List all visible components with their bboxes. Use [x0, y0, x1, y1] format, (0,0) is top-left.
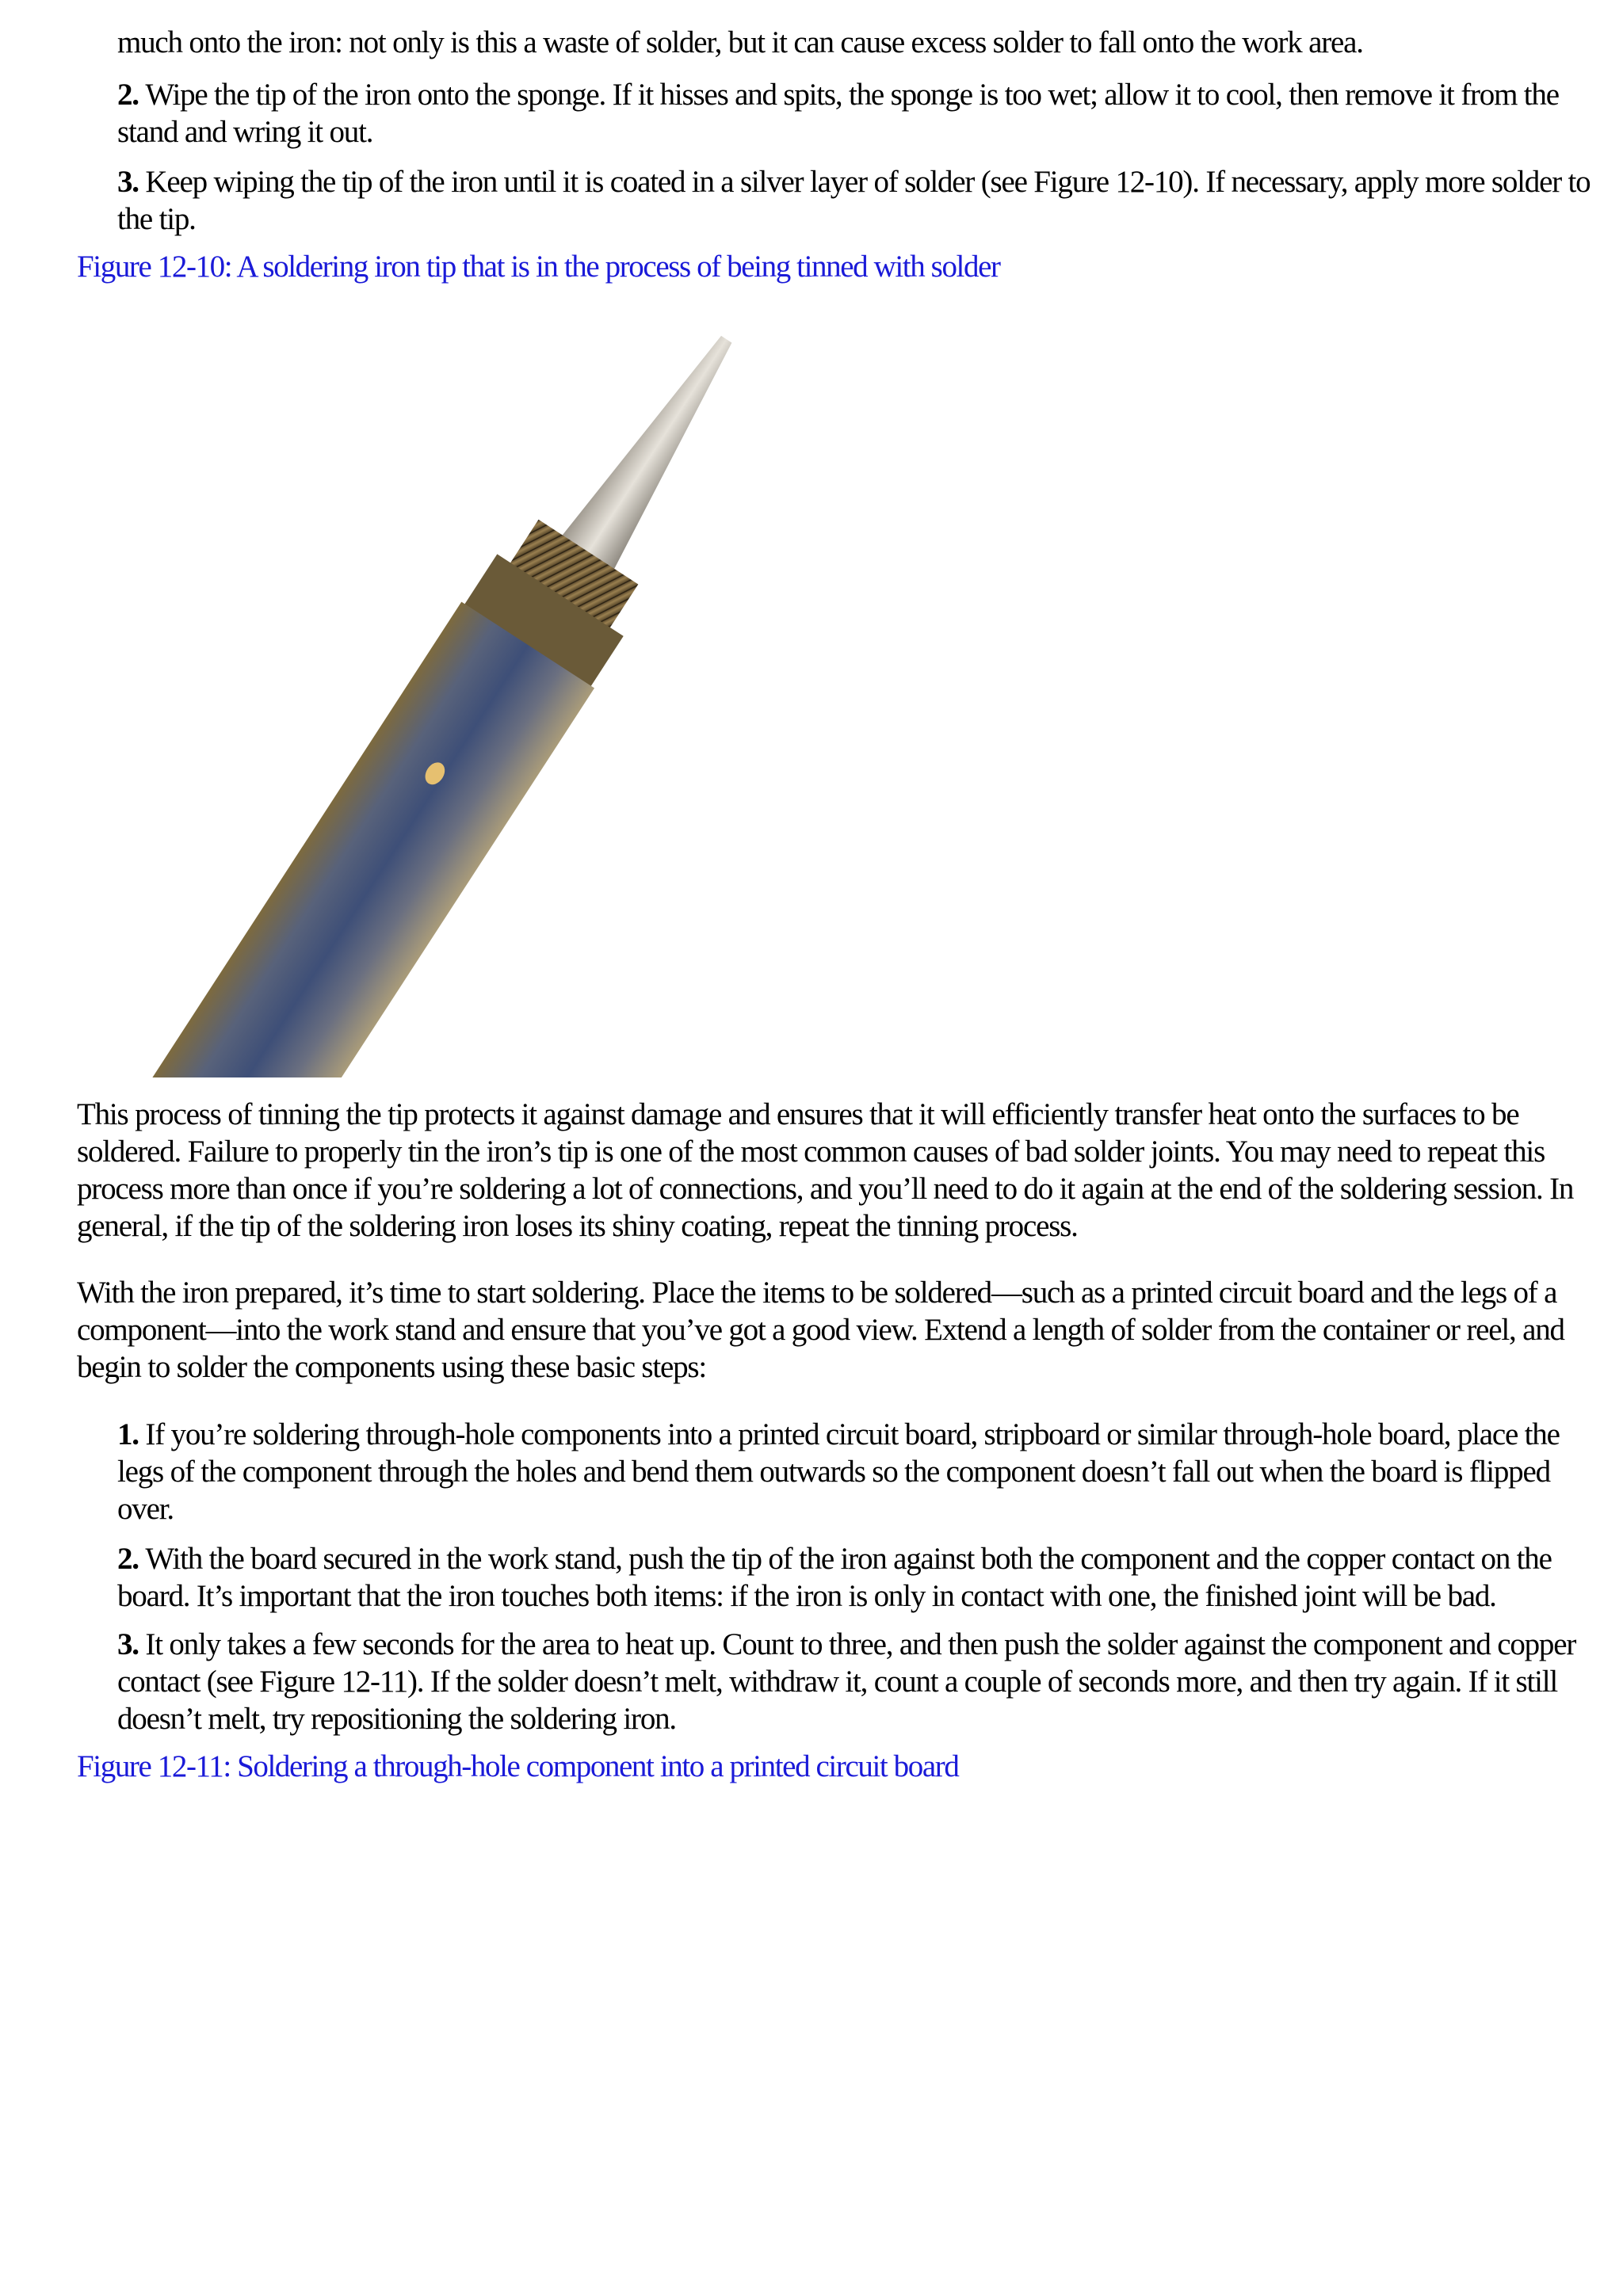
figure-caption: Figure 12-10: A soldering iron tip that is in the process of being tinned with solder	[77, 250, 1000, 284]
step-item	[117, 1626, 1591, 1737]
step-item	[117, 76, 1591, 151]
step-number: 2.	[117, 1542, 146, 1576]
step-item	[117, 1540, 1591, 1615]
step-number: 2.	[117, 78, 146, 112]
step-number: 3.	[117, 165, 146, 199]
step-text: It only takes a few seconds for the area to heat up. Count to three, and then push the solder against the component and copper contact (see Figure 12-11). If the solder doesn’t melt, withdraw it, count a couple of seconds more, and then try again. If it still doesn’t melt, try repositioning the soldering iron.	[117, 1627, 1576, 1736]
step-number: 1.	[117, 1417, 146, 1451]
step-text: Wipe the tip of the iron onto the sponge. If it hisses and spits, the sponge is too wet; allow it to cool, then remove it from the stand and wring it out.	[117, 78, 1559, 149]
step-item	[117, 163, 1591, 238]
step-text: With the board secured in the work stand, push the tip of the iron against both the component and the copper contact on the board. It’s important that the iron touches both items: if the iron is only in contact with one, the finished joint will be bad.	[117, 1542, 1552, 1613]
step-item	[117, 1416, 1591, 1527]
soldering-iron-illustration	[77, 305, 1210, 1077]
continued-step-text: much onto the iron: not only is this a waste of solder, but it can cause excess solder to fall onto the work area.	[117, 25, 1363, 59]
step-text: Keep wiping the tip of the iron until it is coated in a silver layer of solder (see Figure 12-10). If necessary, apply more solder to the tip.	[117, 165, 1591, 236]
step-number: 3.	[117, 1627, 146, 1661]
figure-caption: Figure 12-11: Soldering a through-hole component into a printed circuit board	[77, 1749, 959, 1783]
body-paragraph: This process of tinning the tip protects it against damage and ensures that it will efficiently transfer heat onto the surfaces to be soldered. Failure to properly tin the iron’s tip is one of the most common causes of bad solder joints. You may need to repeat this process more than once if you’re soldering a lot of connections, and you’ll need to do it again at the end of the soldering session. In general, if the tip of the soldering iron loses its shiny coating, repeat the tinning process.	[77, 1097, 1574, 1243]
step-text: If you’re soldering through-hole components into a printed circuit board, stripboard or similar through-hole board, place the legs of the component through the holes and bend them outwards so the component doesn’t fall out when the board is flipped over.	[117, 1417, 1560, 1526]
body-paragraph: With the iron prepared, it’s time to start soldering. Place the items to be soldered—such as a printed circuit board and the legs of a component—into the work stand and ensure that you’ve got a good view. Extend a length of solder from the container or reel, and begin to solder the components using these basic steps:	[77, 1276, 1564, 1384]
soldering-iron-photo	[77, 305, 1210, 1077]
figure-11-image-area	[77, 1814, 1614, 2290]
